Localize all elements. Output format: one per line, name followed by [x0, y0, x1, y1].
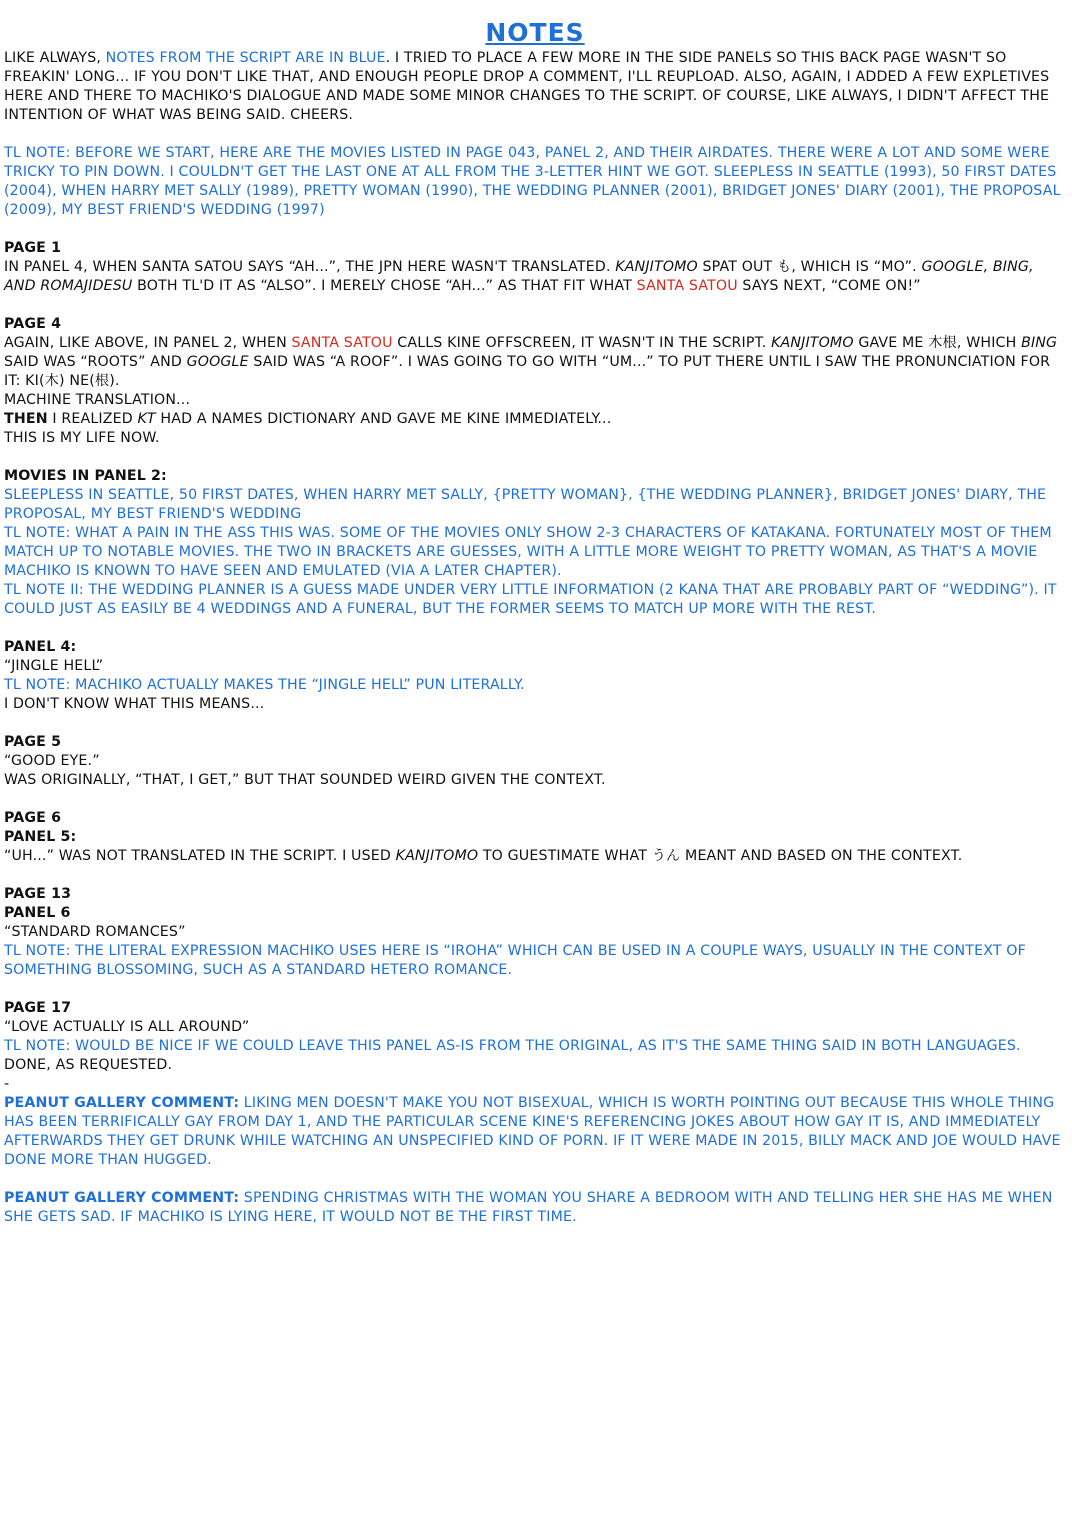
page17-tl-note: TL NOTE: WOULD BE NICE IF WE COULD LEAVE THIS PANEL AS-IS FROM THE ORIGINAL, AS IT'S THE SAME THING SAID IN BOTH LANGUAGES. — [4, 1038, 1021, 1054]
page13-heading: PAGE 13 — [4, 886, 72, 902]
page13-subheading: PANEL 6 — [4, 905, 71, 921]
movies-tl-note: TL NOTE: WHAT A PAIN IN THE ASS THIS WAS. SOME OF THE MOVIES ONLY SHOW 2-3 CHARACTERS OF KATAKANA. FORTUNATELY MOST OF THEM MATCH UP TO NOTABLE MOVIES. THE TWO IN BRACKETS ARE GUESSES, WITH A LITTLE MORE WEIGHT TO PRETTY WOMAN, AS THAT'S A MOVIE MACHIKO IS KNOWN TO HAVE SEEN AND EMULATED (VIA A LATER CHAPTER). — [4, 525, 1052, 579]
section-divider: - — [4, 1076, 10, 1092]
movies-list: SLEEPLESS IN SEATTLE, 50 FIRST DATES, WHEN HARRY MET SALLY, {PRETTY WOMAN}, {THE WEDDING PLANNER}, BRIDGET JONES' DIARY, THE PROPOSAL, MY BEST FRIEND'S WEDDING — [4, 487, 1047, 522]
page4-line: THEN I REALIZED KT HAD A NAMES DICTIONARY AND GAVE ME KINE IMMEDIATELY... — [4, 411, 612, 427]
page6-subheading: PANEL 5: — [4, 829, 77, 845]
panel4-heading: PANEL 4: — [4, 639, 77, 655]
page13-tl-note: TL NOTE: THE LITERAL EXPRESSION MACHIKO USES HERE IS “IROHA” WHICH CAN BE USED IN A COUPLE WAYS, USUALLY IN THE CONTEXT OF SOMETHING BLOSSOMING, SUCH AS A STANDARD HETERO ROMANCE. — [4, 943, 1026, 978]
tl-note-intro: TL NOTE: BEFORE WE START, HERE ARE THE MOVIES LISTED IN PAGE 043, PANEL 2, AND THEIR AIRDATES. THERE WERE A LOT AND SOME WERE TRICKY TO PIN DOWN. I COULDN'T GET THE LAST ONE AT ALL FROM THE 3-LETTER HINT WE GOT. SLEEPLESS IN SEATTLE (1993), 50 FIRST DATES (2004), WHEN HARRY MET SALLY (1989), PRETTY WOMAN (1990), THE WEDDING PLANNER (2001), BRIDGET JONES' DIARY (2001), THE PROPOSAL (2009), MY BEST FRIEND'S WEDDING (1997) — [4, 145, 1061, 218]
page1-heading: PAGE 1 — [4, 240, 62, 256]
page1-paragraph: IN PANEL 4, WHEN SANTA SATOU SAYS “AH...”, THE JPN HERE WASN'T TRANSLATED. KANJITOMO SPAT OUT も, WHICH IS “MO”. GOOGLE, BING, AND ROMAJIDESU BOTH TL'D IT AS “ALSO”. I MERELY CHOSE “AH...” AS THAT FIT WHAT SANTA SATOU SAYS NEXT, “COME ON!” — [4, 259, 1034, 294]
notes-page — [4, 18, 1066, 1227]
intro-paragraph — [4, 49, 1066, 125]
intro-text-rest: . I TRIED TO PLACE A FEW MORE IN THE SIDE PANELS SO THIS BACK PAGE WASN'T SO FREAKIN' LONG... IF YOU DON'T LIKE THAT, AND ENOUGH PEOPLE DROP A COMMENT, I'LL REUPLOAD. ALSO, AGAIN, I ADDED A FEW EXPLETIVES HERE AND THERE TO MACHIKO'S DIALOGUE AND MADE SOME MINOR CHANGES TO THE SCRIPT. OF COURSE, LIKE ALWAYS, I DIDN'T AFFECT THE INTENTION OF WHAT WAS BEING SAID. CHEERS. — [4, 50, 1050, 123]
movies-tl-note-2: TL NOTE II: THE WEDDING PLANNER IS A GUESS MADE UNDER VERY LITTLE INFORMATION (2 KANA THAT ARE PROBABLY PART OF “WEDDING”). IT COULD JUST AS EASILY BE 4 WEDDINGS AND A FUNERAL, BUT THE FORMER SEEMS TO MATCH UP MORE WITH THE REST. — [4, 582, 1057, 617]
page17-quote: “LOVE ACTUALLY IS ALL AROUND” — [4, 1019, 250, 1035]
movies-heading: MOVIES IN PANEL 2: — [4, 468, 167, 484]
peanut-gallery-comment-2: PEANUT GALLERY COMMENT: SPENDING CHRISTMAS WITH THE WOMAN YOU SHARE A BEDROOM WITH AND TELLING HER SHE HAS ME WHEN SHE GETS SAD. IF MACHIKO IS LYING HERE, IT WOULD NOT BE THE FIRST TIME. — [4, 1190, 1053, 1225]
page4-line: MACHINE TRANSLATION... — [4, 392, 191, 408]
panel4-tl-note: TL NOTE: MACHIKO ACTUALLY MAKES THE “JINGLE HELL” PUN LITERALLY. — [4, 677, 525, 693]
page5-heading: PAGE 5 — [4, 734, 62, 750]
intro-text: LIKE ALWAYS, — [4, 50, 106, 66]
page5-text: WAS ORIGINALLY, “THAT, I GET,” BUT THAT SOUNDED WEIRD GIVEN THE CONTEXT. — [4, 772, 606, 788]
page4-heading: PAGE 4 — [4, 316, 62, 332]
page5-quote: “GOOD EYE.” — [4, 753, 100, 769]
page4-line: THIS IS MY LIFE NOW. — [4, 430, 160, 446]
page-title: NOTES — [485, 18, 585, 47]
page6-paragraph: “UH...” WAS NOT TRANSLATED IN THE SCRIPT. I USED KANJITOMO TO GUESTIMATE WHAT うん MEANT AND BASED ON THE CONTEXT. — [4, 848, 963, 864]
panel4-quote: “JINGLE HELL” — [4, 658, 104, 674]
page17-heading: PAGE 17 — [4, 1000, 72, 1016]
page13-quote: “STANDARD ROMANCES” — [4, 924, 186, 940]
intro-blue-text: NOTES FROM THE SCRIPT ARE IN BLUE — [105, 50, 386, 66]
panel4-reply: I DON'T KNOW WHAT THIS MEANS... — [4, 696, 265, 712]
peanut-gallery-comment-1: PEANUT GALLERY COMMENT: LIKING MEN DOESN'T MAKE YOU NOT BISEXUAL, WHICH IS WORTH POINTING OUT BECAUSE THIS WHOLE THING HAS BEEN TERRIFICALLY GAY FROM DAY 1, AND THE PARTICULAR SCENE KINE'S REFERENCING JOKES ABOUT HOW GAY IT IS, AND IMMEDIATELY AFTERWARDS THEY GET DRUNK WHILE WATCHING AN UNSPECIFIED KIND OF PORN. IF IT WERE MADE IN 2015, BILLY MACK AND JOE WOULD HAVE DONE MORE THAN HUGGED. — [4, 1095, 1061, 1168]
page4-paragraph: AGAIN, LIKE ABOVE, IN PANEL 2, WHEN SANTA SATOU CALLS KINE OFFSCREEN, IT WASN'T IN THE SCRIPT. KANJITOMO GAVE ME 木根, WHICH BING SAID WAS “ROOTS” AND GOOGLE SAID WAS “A ROOF”. I WAS GOING TO GO WITH “UM...” TO PUT THERE UNTIL I SAW THE PRONUNCIATION FOR IT: KI(木) NE(根). — [4, 335, 1058, 389]
page6-heading: PAGE 6 — [4, 810, 62, 826]
page17-reply: DONE, AS REQUESTED. — [4, 1057, 173, 1073]
